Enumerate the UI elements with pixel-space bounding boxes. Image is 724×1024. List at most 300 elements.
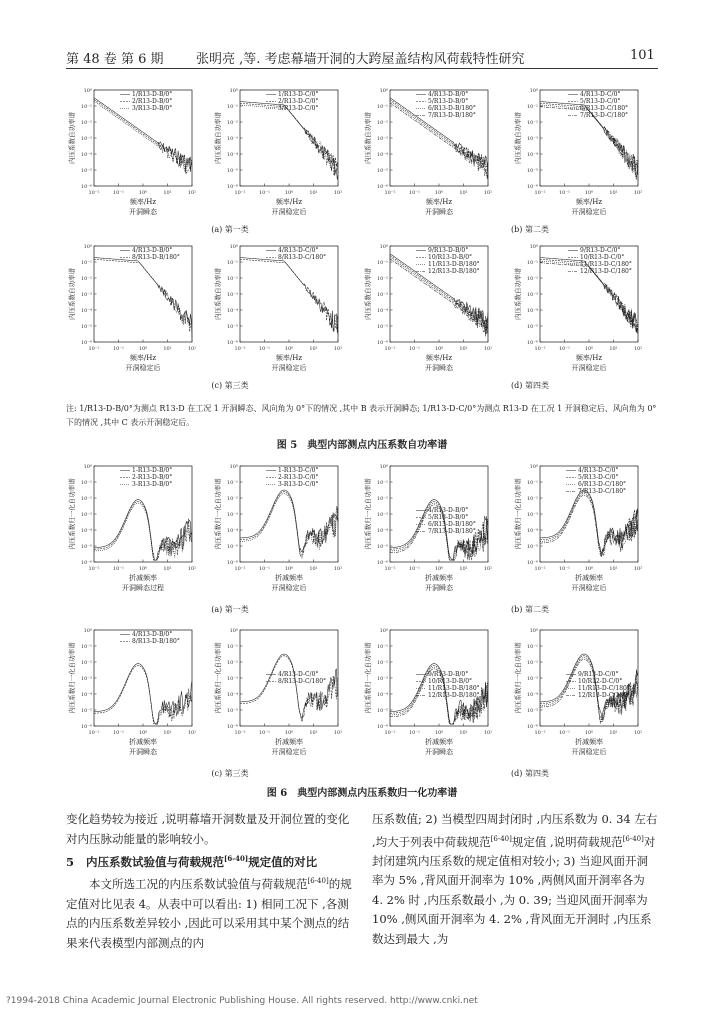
legend-entry: 12/R13-D-B/180° [428,692,480,699]
x-tick-label: 10⁻² [88,730,100,736]
x-axis-label: 频率/Hz [425,198,453,206]
x-tick-label: 10¹ [163,190,172,196]
y-tick-label: 10⁻⁴ [376,152,388,158]
y-tick-label: 10⁻² [80,120,92,126]
y-tick-label: 10⁻¹ [526,260,538,266]
x-tick-label: 10⁰ [584,190,594,196]
y-tick-label: 10⁻⁶ [226,724,238,730]
spectrum-panel [66,242,206,382]
x-tick-label: 10² [333,346,343,352]
y-tick-label: 10⁻¹ [226,644,238,650]
panel-state-label: 开洞瞬态过程 [122,584,164,592]
x-tick-label: 10⁻¹ [558,190,571,196]
y-tick-label: 10⁻² [526,120,538,126]
spectrum-chart [512,626,652,762]
left-p2-citation: [6-40] [307,877,329,886]
left-p2-part-1: 本文所选工况的内压系数试验值与荷载规范 [89,877,308,892]
y-tick-label: 10⁰ [379,464,388,470]
y-tick-label: 10⁻⁵ [226,544,238,550]
y-tick-label: 10⁰ [379,88,388,94]
spectrum-panel [362,626,502,766]
y-tick-label: 10⁻⁴ [376,692,388,698]
y-tick-label: 10⁻⁵ [226,708,238,714]
y-tick-label: 10⁻³ [526,512,538,518]
legend-entry: 6/R13-D-B/180° [428,105,476,112]
y-axis-label: 内压系数自功率谱 [364,112,372,164]
y-tick-label: 10⁻⁶ [526,560,538,566]
y-tick-label: 10⁰ [379,244,388,250]
x-tick-label: 10⁻¹ [408,730,421,736]
y-tick-label: 10⁻⁶ [226,340,238,346]
y-tick-label: 10⁻⁴ [226,308,238,314]
x-tick-label: 10² [187,566,197,572]
y-tick-label: 10⁻⁵ [226,324,238,330]
x-axis-label: 频率/Hz [129,354,157,362]
legend-entry: 4/R13-D-C/0° [578,467,619,474]
left-paragraph-1: 变化趋势较为接近 ,说明幕墙开洞数量及开洞位置的变化对内压脉动能量的影响较小。 [66,812,350,846]
x-tick-label: 10⁻¹ [408,346,421,352]
spectrum-panel [66,86,206,226]
panel-state-label: 开洞稳定后 [271,584,307,592]
x-tick-label: 10⁰ [284,346,294,352]
panel-state-label: 开洞瞬态 [129,748,157,756]
x-tick-label: 10² [333,190,343,196]
x-axis-label: 折减频率 [575,738,603,746]
spectrum-panel [512,626,652,766]
fig6-group-a: (a) 第一类 [211,605,249,614]
spectrum-series-4 [540,495,638,556]
y-tick-label: 10⁻⁵ [80,544,92,550]
y-tick-label: 10⁻² [80,496,92,502]
x-tick-label: 10² [633,346,643,352]
spectrum-chart [212,626,352,762]
right-p1-citation-1: [6-40] [490,834,512,843]
fig5-caption: 图 5 典型内部测点内压系数自功率谱 [276,440,448,451]
y-axis-label: 内压系数自功率谱 [514,268,522,320]
legend-entry: 4/R13-D-B/0° [428,507,469,514]
x-tick-label: 10⁻² [234,346,246,352]
copyright-footer: ?1994-2018 China Academic Journal Electronic Publishing House. All rights reserved. http://www.cnki.net [6,996,478,1006]
x-axis-label: 折减频率 [275,738,303,746]
x-tick-label: 10⁻² [234,190,246,196]
x-tick-label: 10⁻¹ [112,346,125,352]
fig5-group-b: (b) 第二类 [511,225,549,234]
spectrum-chart [66,242,206,378]
legend-entry: 7/R13-D-B/180° [428,528,476,535]
panel-state-label: 开洞稳定后 [271,364,307,372]
legend-entry: 4/R13-D-C/0° [278,671,319,678]
y-tick-label: 10⁻⁴ [526,692,538,698]
spectrum-chart [212,242,352,378]
y-tick-label: 10⁻² [226,496,238,502]
spectrum-chart [362,626,502,762]
spectrum-series-1 [94,664,192,725]
x-tick-label: 10⁰ [284,190,294,196]
x-tick-label: 10⁻² [534,346,546,352]
y-tick-label: 10⁻⁵ [526,324,538,330]
x-tick-label: 10⁻¹ [408,190,421,196]
spectrum-series-2 [94,665,192,724]
x-tick-label: 10² [633,730,643,736]
y-tick-label: 10⁻³ [226,292,238,298]
legend-entry: 1-R13-D-B/0° [132,467,173,474]
y-tick-label: 10⁻⁶ [526,724,538,730]
legend-entry: 10/R13-D-B/0° [428,254,473,261]
x-tick-label: 10⁻² [384,346,396,352]
y-tick-label: 10⁻⁵ [526,168,538,174]
y-tick-label: 10⁻⁴ [526,528,538,534]
panel-state-label: 开洞稳定后 [571,364,607,372]
section-heading-text: 内压系数试验值与荷载规范 [86,854,225,869]
legend-entry: 6/R13-D-B/180° [428,521,476,528]
legend-entry: 4/R13-D-B/0° [132,631,173,638]
y-tick-label: 10⁻⁶ [376,724,388,730]
x-tick-label: 10⁻² [384,566,396,572]
x-tick-label: 10⁰ [584,730,594,736]
x-axis-label: 折减频率 [129,574,157,582]
x-axis-label: 频率/Hz [575,198,603,206]
spectrum-series-2 [540,492,638,557]
y-tick-label: 10⁻¹ [376,104,388,110]
spectrum-series-1 [240,490,338,552]
y-tick-label: 10⁻³ [526,676,538,682]
y-tick-label: 10⁻⁵ [376,708,388,714]
spectrum-series-1 [240,654,338,719]
y-tick-label: 10⁻⁶ [80,560,92,566]
x-axis-label: 折减频率 [129,738,157,746]
y-tick-label: 10⁻² [226,120,238,126]
x-axis-label: 频率/Hz [575,354,603,362]
legend-entry: 9/R13-D-B/0° [428,671,469,678]
spectrum-chart [66,86,206,222]
x-tick-label: 10⁰ [138,190,148,196]
x-tick-label: 10⁻² [384,730,396,736]
x-tick-label: 10⁰ [434,730,444,736]
y-tick-label: 10⁻¹ [226,104,238,110]
legend-entry: 6/R13-D-C/180° [578,481,627,488]
legend-entry: 3/R13-D-B/0° [132,105,173,112]
x-tick-label: 10² [633,566,643,572]
y-axis-label: 内压系数自功率谱 [214,268,222,320]
y-axis-label: 内压系数自功率谱 [214,112,222,164]
spectrum-series-3 [240,494,338,559]
spectrum-chart [66,626,206,762]
x-axis-label: 频率/Hz [275,198,303,206]
y-tick-label: 10⁰ [529,628,538,634]
y-tick-label: 10⁰ [529,244,538,250]
x-tick-label: 10⁻¹ [558,346,571,352]
spectrum-chart [362,462,502,598]
y-axis-label: 内压系数归一化自功率谱 [68,478,76,550]
y-axis-label: 内压系数归一化自功率谱 [214,478,222,550]
left-paragraph-2 [66,872,352,953]
section-number: 5 [66,854,75,869]
x-tick-label: 10¹ [459,190,468,196]
x-tick-label: 10¹ [309,730,318,736]
spectrum-series-3 [94,503,192,560]
spectrum-chart [512,242,652,378]
x-axis-label: 折减频率 [575,574,603,582]
y-tick-label: 10⁻² [526,276,538,282]
fig5-group-d: (d) 第四类 [511,381,549,390]
legend-entry: 4/R13-D-C/0° [580,91,621,98]
y-tick-label: 10⁻³ [376,292,388,298]
x-tick-label: 10⁻² [234,730,246,736]
y-tick-label: 10⁻³ [80,676,92,682]
legend-entry: 1/R13-D-B/0° [132,91,173,98]
y-axis-label: 内压系数归一化自功率谱 [364,642,372,714]
x-axis-label: 折减频率 [275,574,303,582]
legend-entry: 10/R13-D-B/0° [428,678,473,685]
left-p2-part-2: 的规定值对比见表 4。从表中可以看出: 1) 相同工况下 ,各测点的内压系数差异较小 ,因此可以采用其中某个测点的结果来代表模型内部测点的内 [66,877,352,950]
x-tick-label: 10⁻² [534,730,546,736]
x-tick-label: 10⁻¹ [112,190,125,196]
y-tick-label: 10⁻⁶ [526,340,538,346]
spectrum-panel [212,242,352,382]
x-tick-label: 10⁰ [138,346,148,352]
y-tick-label: 10⁻¹ [226,480,238,486]
x-axis-label: 折减频率 [425,574,453,582]
y-tick-label: 10⁻⁶ [526,184,538,190]
legend-entry: 4/R13-D-B/0° [132,247,173,254]
y-tick-label: 10⁻⁵ [526,544,538,550]
fig5-group-a: (a) 第一类 [211,225,249,234]
x-tick-label: 10⁻² [534,566,546,572]
x-tick-label: 10⁰ [138,566,148,572]
y-tick-label: 10⁻² [526,660,538,666]
legend-entry: 8/R13-D-B/180° [132,254,180,261]
x-tick-label: 10⁻¹ [112,566,125,572]
legend-entry: 1/R13-D-C/0° [278,91,319,98]
y-tick-label: 10⁰ [229,628,238,634]
legend-entry: 3-R13-D-C/0° [278,481,319,488]
y-tick-label: 10⁻⁴ [80,152,92,158]
header-rule [66,68,658,69]
spectrum-series-3 [540,494,638,556]
spectrum-panel [212,626,352,766]
x-tick-label: 10⁰ [584,566,594,572]
x-tick-label: 10¹ [459,730,468,736]
x-tick-label: 10⁻¹ [408,566,421,572]
y-tick-label: 10⁻⁶ [376,184,388,190]
y-tick-label: 10⁻³ [80,136,92,142]
legend-entry: 5/R13-D-C/0° [578,474,619,481]
fig6-group-b: (b) 第二类 [511,605,549,614]
running-title: 张明亮 ,等. 考虑幕墙开洞的大跨屋盖结构风荷载特性研究 [196,52,525,67]
y-tick-label: 10⁻¹ [376,480,388,486]
y-tick-label: 10⁻⁴ [526,308,538,314]
x-tick-label: 10¹ [309,190,318,196]
legend-entry: 2/R13-D-B/0° [132,98,173,105]
fig6-group-c: (c) 第三类 [211,769,249,778]
fig5-group-c: (c) 第三类 [211,381,249,390]
y-tick-label: 10⁻³ [226,512,238,518]
y-tick-label: 10⁻³ [376,512,388,518]
spectrum-panel [362,86,502,226]
y-tick-label: 10⁻⁴ [526,152,538,158]
right-p1-citation-2: [6-40] [622,834,644,843]
legend-entry: 11/R13-D-B/180° [428,685,480,692]
y-axis-label: 内压系数归一化自功率谱 [214,642,222,714]
x-axis-label: 折减频率 [425,738,453,746]
y-tick-label: 10⁻⁴ [80,692,92,698]
y-tick-label: 10⁻⁶ [376,340,388,346]
legend-entry: 5/R13-D-C/0° [580,98,621,105]
panel-state-label: 开洞稳定后 [271,208,307,216]
legend-entry: 8/R13-D-B/180° [132,638,180,645]
section-heading [66,849,352,872]
y-tick-label: 10⁻³ [526,292,538,298]
x-tick-label: 10⁻¹ [258,346,271,352]
x-tick-label: 10² [483,346,493,352]
x-tick-label: 10⁰ [434,190,444,196]
legend-entry: 7/R13-D-B/180° [428,112,476,119]
x-tick-label: 10⁻² [88,566,100,572]
y-tick-label: 10⁰ [83,244,92,250]
fig5-note: 注: 1/R13-D-B/0°为测点 R13-D 在工况 1 开洞瞬态、风向角为 0°下的情况 ,其中 B 表示开洞瞬态; 1/R13-D-C/0°为测点 R13-D 在工况 1 开洞稳定后、风向角为 0°下的情况 ,其中 C 表示开洞稳定后。 [66,404,657,427]
legend-entry: 6/R13-D-C/180° [580,105,629,112]
y-tick-label: 10⁻¹ [526,480,538,486]
y-tick-label: 10⁰ [83,628,92,634]
legend-entry: 9/R13-D-C/0° [580,247,621,254]
y-tick-label: 10⁻² [376,120,388,126]
x-tick-label: 10² [483,190,493,196]
y-tick-label: 10⁻² [376,496,388,502]
panel-state-label: 开洞瞬态 [425,208,453,216]
y-axis-label: 内压系数归一化自功率谱 [514,642,522,714]
spectrum-panel [66,626,206,766]
y-tick-label: 10⁻¹ [376,260,388,266]
legend-entry: 8/R13-D-C/180° [278,254,327,261]
spectrum-chart [362,242,502,378]
y-tick-label: 10⁰ [229,88,238,94]
x-tick-label: 10² [483,730,493,736]
y-tick-label: 10⁻¹ [80,104,92,110]
spectrum-chart [512,462,652,598]
y-tick-label: 10⁻⁴ [226,692,238,698]
x-tick-label: 10¹ [163,566,172,572]
y-axis-label: 内压系数自功率谱 [68,268,76,320]
y-tick-label: 10⁻⁶ [80,724,92,730]
y-tick-label: 10⁻⁴ [80,528,92,534]
y-tick-label: 10⁻⁵ [80,168,92,174]
y-tick-label: 10⁻⁵ [376,544,388,550]
spectrum-series-2 [240,103,338,175]
x-tick-label: 10⁻¹ [112,730,125,736]
y-axis-label: 内压系数自功率谱 [68,112,76,164]
x-tick-label: 10² [187,190,197,196]
spectrum-chart [512,86,652,222]
x-tick-label: 10² [633,190,643,196]
y-tick-label: 10⁻² [376,660,388,666]
x-axis-label: 频率/Hz [425,354,453,362]
legend-entry: 8/R13-D-C/180° [278,678,327,685]
journal-volume: 第 48 卷 第 6 期 [66,52,164,67]
spectrum-panel [512,242,652,382]
y-tick-label: 10⁻⁴ [226,528,238,534]
y-tick-label: 10⁰ [529,464,538,470]
y-tick-label: 10⁻⁵ [376,168,388,174]
spectrum-series-2 [240,259,338,335]
x-tick-label: 10² [187,346,197,352]
x-tick-label: 10² [483,566,493,572]
spectrum-series-2 [94,501,192,560]
y-axis-label: 内压系数自功率谱 [364,268,372,320]
spectrum-panel [212,462,352,602]
y-tick-label: 10⁻² [526,496,538,502]
x-tick-label: 10² [333,730,343,736]
x-tick-label: 10⁰ [138,730,148,736]
y-tick-label: 10⁻³ [80,512,92,518]
y-tick-label: 10⁻⁶ [80,184,92,190]
y-tick-label: 10⁻² [226,276,238,282]
y-tick-label: 10⁻³ [80,292,92,298]
x-tick-label: 10¹ [163,730,172,736]
legend-entry: 9/R13-D-C/0° [578,671,619,678]
y-tick-label: 10⁻³ [376,136,388,142]
y-tick-label: 10⁻⁶ [226,184,238,190]
y-tick-label: 10⁻² [80,660,92,666]
spectrum-series-2 [94,259,192,332]
y-tick-label: 10⁻⁶ [376,560,388,566]
y-tick-label: 10⁻⁴ [80,308,92,314]
y-tick-label: 10⁻⁵ [80,708,92,714]
spectrum-chart [362,86,502,222]
panel-state-label: 开洞瞬态 [129,208,157,216]
panel-state-label: 开洞稳定后 [571,584,607,592]
legend-entry: 2-R13-D-B/0° [132,474,173,481]
x-tick-label: 10⁻² [88,190,100,196]
section-heading-citation: [6-40] [224,854,249,863]
spectrum-panel [362,242,502,382]
x-axis-label: 频率/Hz [275,354,303,362]
legend-entry: 11/R13-D-C/180° [578,685,630,692]
spectrum-panel [66,462,206,602]
x-tick-label: 10¹ [163,346,172,352]
x-tick-label: 10⁻² [234,566,246,572]
x-tick-label: 10⁻² [534,190,546,196]
y-tick-label: 10⁻³ [226,676,238,682]
x-tick-label: 10⁰ [434,566,444,572]
spectrum-series-2 [240,492,338,556]
legend-entry: 2-R13-D-C/0° [278,474,319,481]
x-tick-label: 10⁻¹ [558,566,571,572]
y-tick-label: 10⁻⁵ [526,708,538,714]
x-tick-label: 10⁻² [88,346,100,352]
legend-entry: 9/R13-D-B/0° [428,247,469,254]
y-tick-label: 10⁰ [529,88,538,94]
panel-state-label: 开洞稳定后 [571,208,607,216]
spectrum-series-3 [240,105,338,173]
legend-entry: 3-R13-D-B/0° [132,481,173,488]
y-tick-label: 10⁻⁴ [376,308,388,314]
y-tick-label: 10⁻⁵ [80,324,92,330]
x-tick-label: 10⁻² [384,190,396,196]
y-axis-label: 内压系数自功率谱 [514,112,522,164]
y-tick-label: 10⁰ [379,628,388,634]
right-p1-part-3: 对封闭建筑内压系数的规定值相对较小; 3) 当迎风面开洞率为 5% ,背风面开洞率为 10% ,两侧风面开洞率各为 4. 2% 时 ,内压系数最小 ,为 0. 39; 当迎风面开洞率为 10% ,侧风面开洞率为 4. 2% ,背风面无开洞时 ,内压系数达到最大 ,为 [372,834,656,946]
spectrum-chart [212,462,352,598]
y-tick-label: 10⁻² [80,276,92,282]
y-tick-label: 10⁻² [376,276,388,282]
y-axis-label: 内压系数归一化自功率谱 [514,478,522,550]
x-tick-label: 10⁻¹ [258,566,271,572]
spectrum-chart [212,86,352,222]
legend-entry: 11/R13-D-B/180° [428,261,480,268]
legend-entry: 5/R13-D-B/0° [428,514,469,521]
x-tick-label: 10¹ [609,566,618,572]
legend-entry: 12/R13-D-C/180° [580,268,632,275]
